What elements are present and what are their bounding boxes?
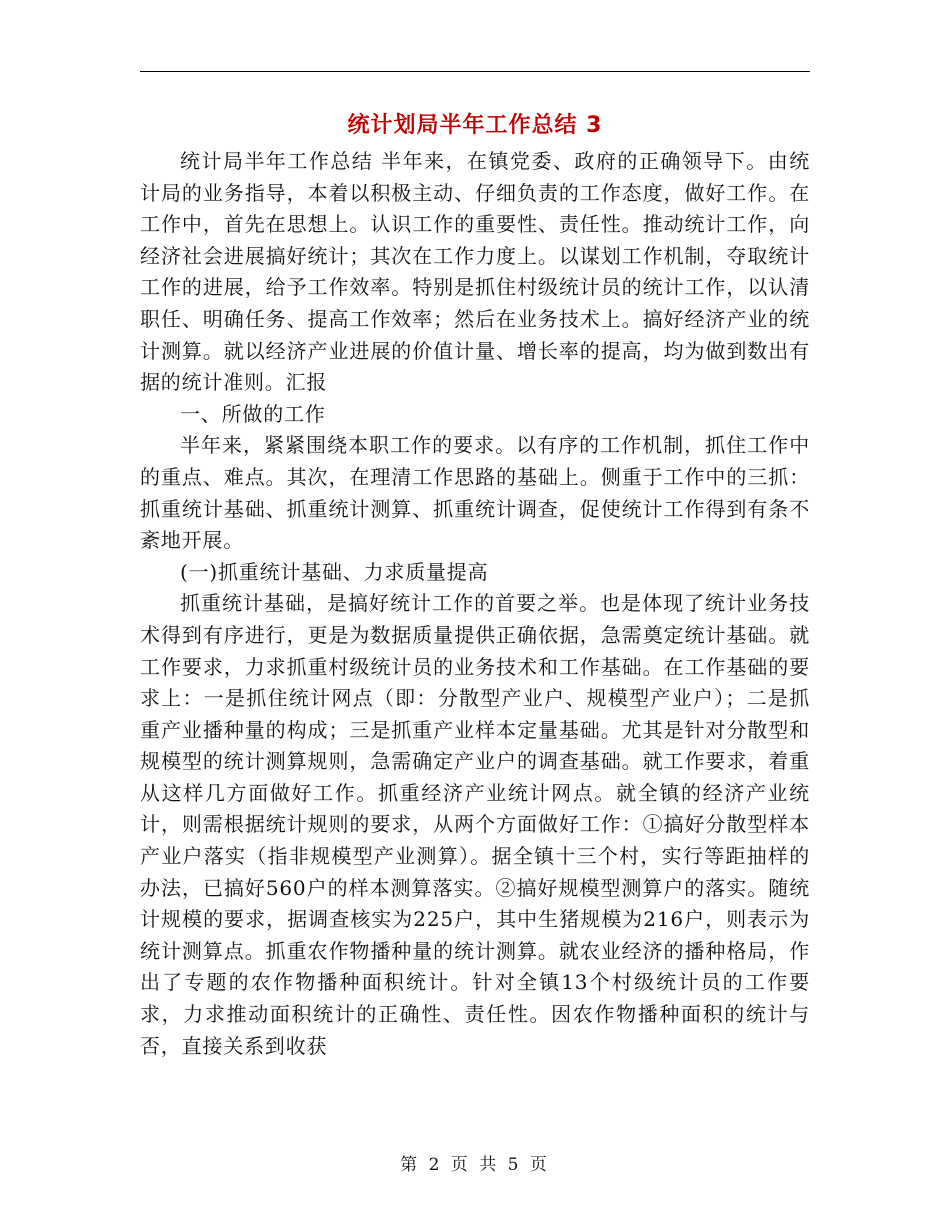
paragraph-overview: 半年来，紧紧围绕本职工作的要求。以有序的工作机制，抓住工作中的重点、难点。其次，在理清工作思路的基础上。侧重于工作中的三抓：抓重统计基础、抓重统计测算、抓重统计调查，促使统计工作得到有条不紊地开展。	[140, 433, 810, 553]
paragraph-intro: 统计局半年工作总结 半年来，在镇党委、政府的正确领导下。由统计局的业务指导，本着以积极主动、仔细负责的工作态度，做好工作。在工作中，首先在思想上。认识工作的重要性、责任性。推动统计工作，向经济社会进展搞好统计；其次在工作力度上。以谋划工作机制，夺取统计工作的进展，给予工作效率。特别是抓住村级统计员的统计工作，以认清职任、明确任务、提高工作效率；然后在业务技术上。搞好经济产业的统计测算。就以经济产业进展的价值计量、增长率的提高，均为做到数出有据的统计准则。汇报	[140, 149, 810, 395]
document-title: 统计划局半年工作总结 3	[347, 113, 603, 138]
subsection-heading-statistics-basis: (一)抓重统计基础、力求质量提高	[180, 559, 489, 584]
document-body	[140, 146, 810, 1096]
paragraph-statistics-basis: 抓重统计基础，是搞好统计工作的首要之举。也是体现了统计业务技术得到有序进行，更是为数据质量提供正确依据，急需奠定统计基础。就工作要求，力求抓重村级统计员的业务技术和工作基础。在工作基础的要求上：一是抓住统计网点（即：分散型产业户、规模型产业户）；二是抓重产业播种量的构成；三是抓重产业样本定量基础。尤其是针对分散型和规模型的统计测算规则，急需确定产业户的调查基础。就工作要求，着重从这样几方面做好工作。抓重经济产业统计网点。就全镇的经济产业统计，则需根据统计规则的要求，从两个方面做好工作：①搞好分散型样本产业户落实（指非规模型产业测算）。据全镇十三个村，实行等距抽样的办法，已搞好560户的样本测算落实。②搞好规模型测算户的落实。随统计规模的要求，据调查核实为225户，其中生猪规模为216户，则表示为统计测算点。抓重农作物播种量的统计测算。就农业经济的播种格局，作出了专题的农作物播种面积统计。针对全镇13个村级统计员的工作要求，力求推动面积统计的正确性、责任性。因农作物播种面积的统计与否，直接关系到收获	[140, 591, 810, 1058]
section-heading-work-done: 一、所做的工作	[180, 401, 326, 426]
page-footer: 第 2 页 共 5 页	[400, 1155, 550, 1175]
header-rule	[140, 71, 810, 72]
